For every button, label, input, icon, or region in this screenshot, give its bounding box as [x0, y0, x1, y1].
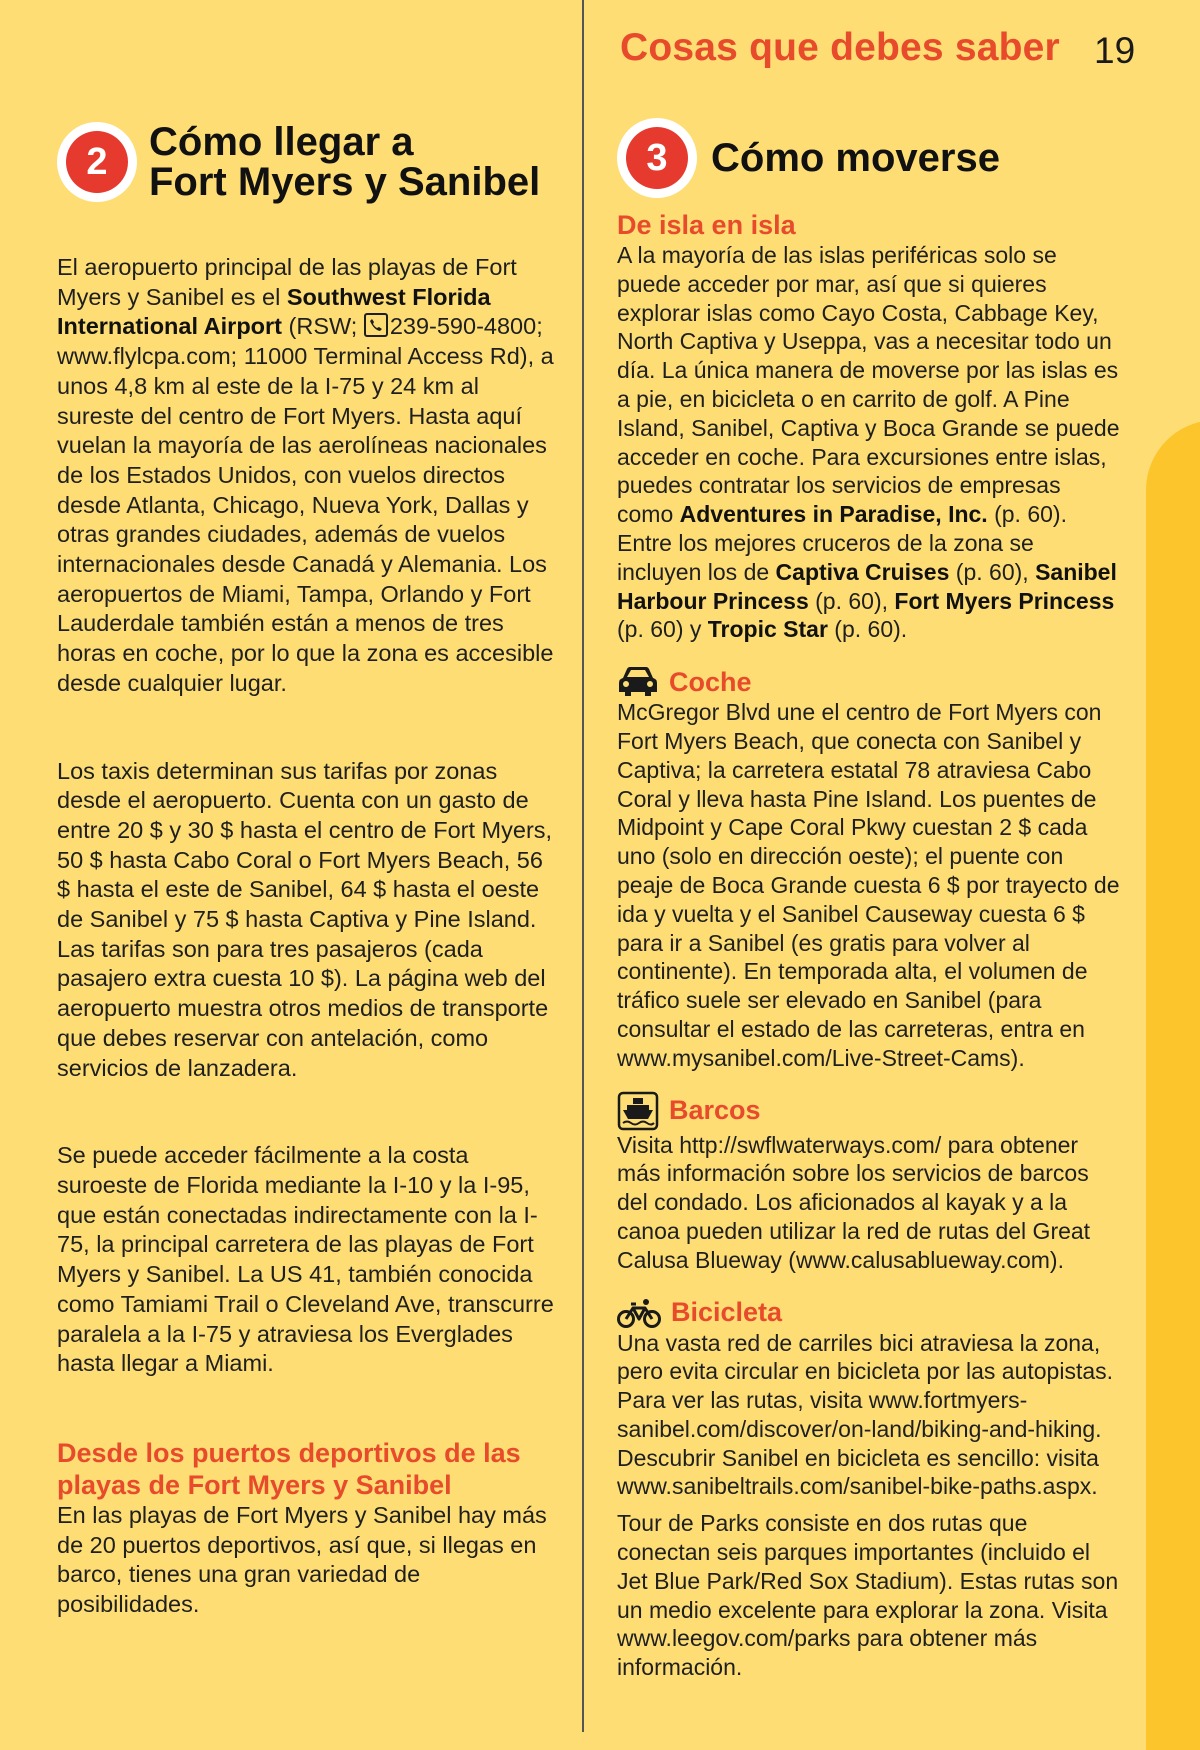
section-number-badge: 3	[617, 118, 697, 198]
running-header: Cosas que debes saber	[620, 26, 1060, 69]
column-divider	[582, 0, 584, 1732]
car-heading: Coche	[617, 666, 1122, 698]
paragraph-roads: Se puede acceder fácilmente a la costa suroeste de Florida mediante la I-10 y la I-95, que están conectadas indirectamente con la I-75, la principal carretera de las playas de Fort Myers y Sanibel. La US 41, también conocida como Tamiami Trail o Cleveland Ave, transcurre paralela a la I-75 y atraviesa los Everglades hasta llegar a Miami.	[57, 1142, 554, 1377]
paragraph-bike-2: Tour de Parks consiste en dos rutas que conectan seis parques importantes (incluido el Jet Blue Park/Red Sox Stadium). Estas rutas son un medio excelente para explorar la zona. Visita www.leegov.com/parks para obtener más información.	[617, 1510, 1119, 1681]
boats-heading: Barcos	[617, 1091, 1122, 1131]
bike-heading: Bicicleta	[617, 1297, 1122, 1329]
paragraph-marinas: En las playas de Fort Myers y Sanibel hay más de 20 puertos deportivos, así que, si llegas en barco, tienes una gran variedad de posibilidades.	[57, 1501, 547, 1618]
paragraph-taxis: Los taxis determinan sus tarifas por zonas desde el aeropuerto. Cuenta con un gasto de entre 20 $ y 30 $ hasta el centro de Fort Myers, 50 $ hasta Cabo Coral o Fort Myers Beach, 56 $ hasta el este de Sanibel, 64 $ hasta el oeste de Sanibel y 75 $ hasta Captiva y Pine Island. Las tarifas son para tres pasajeros (cada pasajero extra cuesta 10 $). La página web del aeropuerto muestra otros medios de transporte que debes reservar con antelación, como servicios de lanzadera.	[57, 757, 553, 1081]
section-3-heading	[617, 118, 1000, 198]
page-number: 19	[1094, 30, 1136, 71]
bicycle-icon	[617, 1297, 661, 1329]
paragraph-airport: El aeropuerto principal de las playas de Fort Myers y Sanibel es el Southwest Florida International Airport (RSW; 239-590-4800; www.flylcpa.com; 11000 Terminal Access Rd), a unos 4,8 km al este de la I-75 y 24 km al sureste del centro de Fort Myers. Hasta aquí vuelan la mayoría de las aerolíneas nacionales de los Estados Unidos, con vuelos directos desde Atlanta, Chicago, Nueva York, Dallas y otras grandes ciudades, además de vuelos internacionales desde Canadá y Alemania. Los aeropuertos de Miami, Tampa, Orlando y Fort Lauderdale también están a menos de tres horas en coche, por lo que la zona es accesible desde cualquier lugar.	[57, 254, 554, 696]
section-2-heading	[57, 122, 540, 202]
marinas-subheading: Desde los puertos deportivos de las playas de Fort Myers y Sanibel	[57, 1437, 521, 1500]
paragraph-boats: Visita http://swflwaterways.com/ para obtener más información sobre los servicios de barcos del condado. Los aficionados al kayak y a la canoa pueden utilizar la red de rutas del Great Calusa Blueway (www.calusablueway.com).	[617, 1131, 1091, 1273]
page-edge-tab	[1146, 420, 1200, 1750]
section-3-title: Cómo moverse	[711, 136, 1000, 180]
paragraph-islands: A la mayoría de las islas periféricas solo se puede acceder por mar, así que si quieres explorar islas como Cayo Costa, Cabbage Key, North Captiva y Useppa, vas a necesitar todo un día. La única manera de moverse por las islas es a pie, en bicicleta o en carrito de golf. A Pine Island, Sanibel, Captiva y Boca Grande se puede acceder en coche. Para excursiones entre islas, puedes contratar los servicios de empresas como Adventures in Paradise, Inc. (p. 60). Entre los mejores cruceros de la zona se incluyen los de Captiva Cruises (p. 60), Sanibel Harbour Princess (p. 60), Fort Myers Princess (p. 60) y Tropic Star (p. 60).	[617, 242, 1120, 643]
ferry-icon	[617, 1091, 659, 1131]
car-icon	[617, 666, 659, 698]
left-column	[57, 253, 557, 1620]
phone-icon	[364, 313, 388, 337]
section-number-badge: 2	[57, 122, 137, 202]
paragraph-car: McGregor Blvd une el centro de Fort Myers con Fort Myers Beach, que conecta con Sanibel y Captiva; la carretera estatal 78 atraviesa Cabo Coral y lleva hasta Pine Island. Los puentes de Midpoint y Cape Coral Pkwy cuestan 2 $ cada uno (solo en dirección oeste); el puente con peaje de Boca Grande cuesta 6 $ por trayecto de ida y vuelta y el Sanibel Causeway cuesta 6 $ para ir a Sanibel (es gratis para volver al continente). En temporada alta, el volumen de tráfico suele ser elevado en Sanibel (para consultar el estado de las carreteras, entra en www.mysanibel.com/Live-Street-Cams).	[617, 699, 1120, 1071]
right-column	[617, 209, 1122, 1682]
island-subheading: De isla en isla	[617, 210, 796, 240]
section-2-title: Cómo llegar a Fort Myers y Sanibel	[149, 120, 541, 204]
paragraph-bike-1: Una vasta red de carriles bici atraviesa la zona, pero evita circular en bicicleta por las autopistas. Para ver las rutas, visita www.fortmyers-sanibel.com/discover/on-land/biking-and-hiking. Descubrir Sanibel en bicicleta es sencillo: visita www.sanibeltrails.com/sanibel-bike-paths.aspx.	[617, 1329, 1114, 1500]
